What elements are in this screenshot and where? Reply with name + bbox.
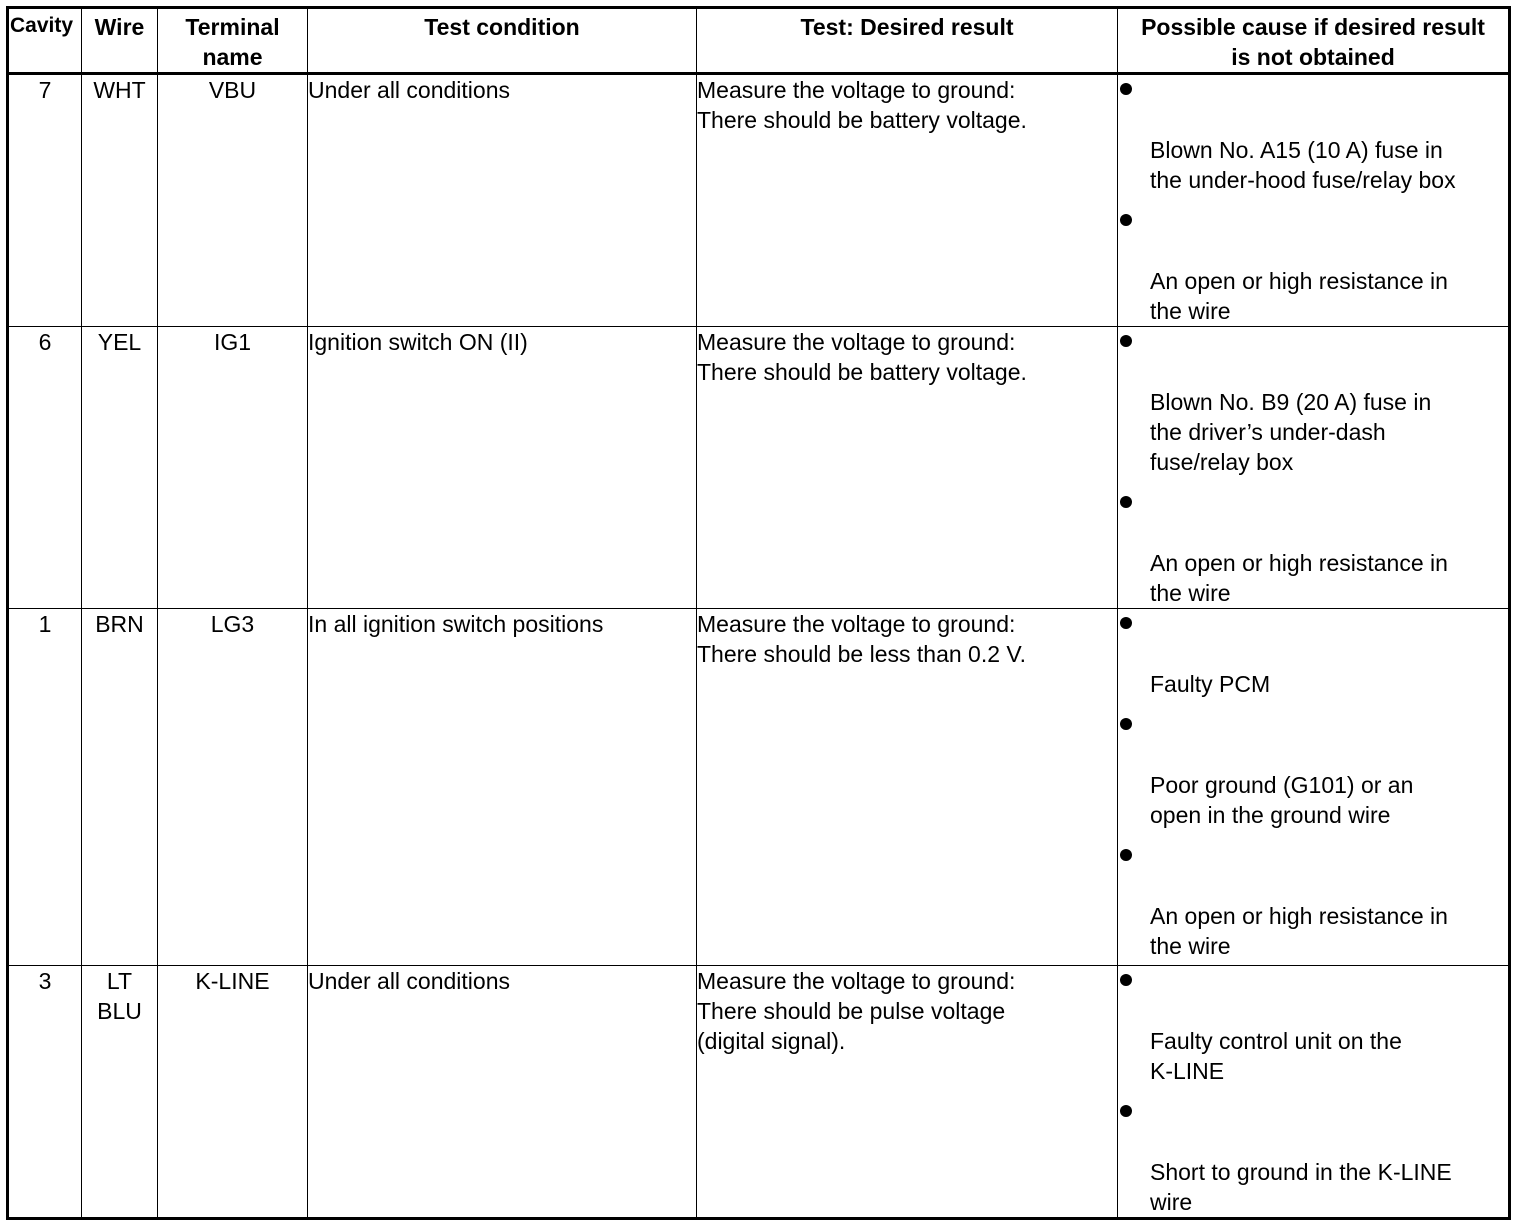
wire-cell: BRN	[82, 609, 158, 966]
cause-text: Poor ground (G101) or an open in the ground wire	[1150, 772, 1414, 828]
cause-item	[1118, 718, 1508, 830]
cause-text: Blown No. B9 (20 A) fuse in the driver’s under-dash fuse/relay box	[1150, 389, 1432, 475]
condition-cell: Under all conditions	[308, 74, 697, 327]
bullet-icon	[1120, 974, 1132, 986]
cause-item	[1118, 617, 1508, 699]
cause-cell	[1118, 327, 1510, 609]
cause-cell	[1118, 609, 1510, 966]
cavity-cell: 3	[8, 966, 82, 1219]
wire-cell: YEL	[82, 327, 158, 609]
condition-cell: Under all conditions	[308, 966, 697, 1219]
cavity-cell: 6	[8, 327, 82, 609]
condition-cell: Ignition switch ON (II)	[308, 327, 697, 609]
cause-text: Blown No. A15 (10 A) fuse in the under-hood fuse/relay box	[1150, 137, 1456, 193]
bullet-icon	[1120, 496, 1132, 508]
header-terminal-name: Terminal name	[158, 8, 308, 74]
terminal-cell: VBU	[158, 74, 308, 327]
table-row	[8, 327, 1510, 609]
cause-cell	[1118, 966, 1510, 1219]
header-possible-cause: Possible cause if desired result is not obtained	[1118, 8, 1510, 74]
terminal-cell: IG1	[158, 327, 308, 609]
cause-text: Faulty control unit on the K-LINE	[1150, 1028, 1402, 1084]
cause-text: An open or high resistance in the wire	[1150, 550, 1448, 606]
cause-item	[1118, 83, 1508, 195]
cavity-cell: 1	[8, 609, 82, 966]
header-test-condition: Test condition	[308, 8, 697, 74]
connector-test-table	[6, 6, 1511, 1220]
cause-text: Faulty PCM	[1150, 671, 1271, 697]
result-cell: Measure the voltage to ground: There should be less than 0.2 V.	[697, 609, 1118, 966]
cause-item	[1118, 849, 1508, 961]
cause-text: Short to ground in the K-LINE wire	[1150, 1159, 1452, 1215]
result-cell: Measure the voltage to ground: There should be battery voltage.	[697, 327, 1118, 609]
header-desired-result: Test: Desired result	[697, 8, 1118, 74]
cause-item	[1118, 214, 1508, 326]
bullet-icon	[1120, 214, 1132, 226]
bullet-icon	[1120, 335, 1132, 347]
header-wire: Wire	[82, 8, 158, 74]
condition-cell: In all ignition switch positions	[308, 609, 697, 966]
terminal-cell: LG3	[158, 609, 308, 966]
cause-item	[1118, 974, 1508, 1086]
bullet-icon	[1120, 849, 1132, 861]
bullet-icon	[1120, 617, 1132, 629]
bullet-icon	[1120, 1105, 1132, 1117]
table-row	[8, 609, 1510, 966]
bullet-icon	[1120, 83, 1132, 95]
wire-cell: WHT	[82, 74, 158, 327]
result-cell: Measure the voltage to ground: There should be pulse voltage (digital signal).	[697, 966, 1118, 1219]
cause-text: An open or high resistance in the wire	[1150, 903, 1448, 959]
cause-item	[1118, 496, 1508, 608]
cause-text: An open or high resistance in the wire	[1150, 268, 1448, 324]
bullet-icon	[1120, 718, 1132, 730]
table-row	[8, 74, 1510, 327]
terminal-cell: K-LINE	[158, 966, 308, 1219]
cause-item	[1118, 1105, 1508, 1217]
table-row	[8, 966, 1510, 1219]
cavity-cell: 7	[8, 74, 82, 327]
wire-cell: LT BLU	[82, 966, 158, 1219]
cause-item	[1118, 335, 1508, 477]
table-header	[8, 8, 1510, 74]
cause-cell	[1118, 74, 1510, 327]
header-cavity: Cavity	[8, 8, 82, 74]
result-cell: Measure the voltage to ground: There should be battery voltage.	[697, 74, 1118, 327]
